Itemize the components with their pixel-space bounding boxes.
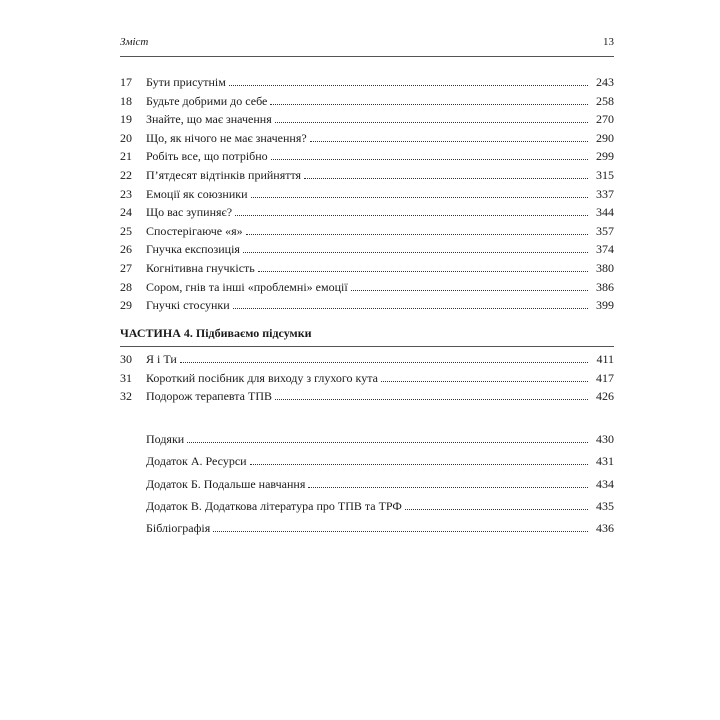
part-heading: ЧАСТИНА 4. Підбиваємо підсумки bbox=[120, 326, 312, 340]
header-rule bbox=[120, 56, 614, 57]
entry-page-number: 426 bbox=[596, 389, 614, 404]
toc-entry bbox=[120, 185, 614, 204]
toc-entry bbox=[120, 278, 614, 297]
dot-leader bbox=[270, 104, 588, 105]
entry-page-number: 290 bbox=[596, 130, 614, 145]
toc-entry bbox=[146, 475, 614, 497]
toc-entry bbox=[120, 240, 614, 259]
dot-leader bbox=[187, 442, 588, 443]
toc-entry bbox=[120, 147, 614, 166]
chapter-number: 24 bbox=[120, 205, 132, 220]
dot-leader bbox=[233, 308, 588, 309]
entry-title: Я і Ти bbox=[146, 352, 177, 366]
entry-title: Гнучкі стосунки bbox=[146, 298, 230, 313]
toc-entry bbox=[120, 387, 614, 406]
chapter-number: 32 bbox=[120, 389, 132, 404]
entry-title: Подяки bbox=[146, 432, 185, 446]
dot-leader bbox=[275, 122, 588, 123]
chapter-number: 27 bbox=[120, 260, 132, 275]
toc-entry bbox=[120, 92, 614, 111]
chapter-number: 22 bbox=[120, 167, 132, 182]
chapter-list bbox=[120, 73, 614, 315]
toc-entry bbox=[146, 430, 614, 452]
dot-leader bbox=[229, 85, 588, 86]
chapter-number: 30 bbox=[120, 352, 132, 366]
entry-page-number: 386 bbox=[596, 279, 614, 294]
entry-page-number: 374 bbox=[596, 242, 614, 257]
entry-title: Подорож терапевта ТПВ bbox=[146, 389, 272, 404]
toc-entry bbox=[120, 166, 614, 185]
entry-page-number: 258 bbox=[596, 93, 614, 108]
dot-leader bbox=[308, 487, 588, 488]
chapter-number: 18 bbox=[120, 93, 132, 108]
entry-title: Емоції як союзники bbox=[146, 186, 248, 201]
dot-leader bbox=[275, 399, 588, 400]
chapter-number: 28 bbox=[120, 279, 132, 294]
toc-entry bbox=[146, 452, 614, 474]
toc-entry bbox=[120, 203, 614, 222]
chapter-number: 29 bbox=[120, 298, 132, 313]
part4-chapter-list bbox=[120, 350, 614, 406]
entry-page-number: 380 bbox=[596, 260, 614, 275]
entry-page-number: 299 bbox=[596, 149, 614, 164]
entry-page-number: 436 bbox=[596, 521, 614, 536]
dot-leader bbox=[258, 271, 588, 272]
entry-page-number: 430 bbox=[596, 432, 614, 446]
dot-leader bbox=[351, 290, 588, 291]
dot-leader bbox=[180, 362, 588, 363]
entry-title: Додаток А. Ресурси bbox=[146, 454, 247, 469]
entry-page-number: 337 bbox=[596, 186, 614, 201]
toc-entry bbox=[146, 519, 614, 541]
toc-entry bbox=[120, 73, 614, 92]
entry-title: Будьте добрими до себе bbox=[146, 93, 268, 108]
entry-page-number: 435 bbox=[596, 498, 614, 513]
dot-leader bbox=[304, 178, 588, 179]
entry-title: Когнітивна гнучкість bbox=[146, 260, 255, 275]
toc-entry bbox=[120, 369, 614, 388]
chapter-number: 17 bbox=[120, 75, 132, 89]
dot-leader bbox=[235, 215, 588, 216]
toc-entry bbox=[146, 497, 614, 519]
running-header bbox=[120, 36, 614, 52]
toc-entry bbox=[120, 129, 614, 148]
dot-leader bbox=[310, 141, 588, 142]
chapter-number: 21 bbox=[120, 149, 132, 164]
dot-leader bbox=[243, 252, 588, 253]
entry-page-number: 315 bbox=[596, 167, 614, 182]
toc-entry bbox=[120, 259, 614, 278]
chapter-number: 20 bbox=[120, 130, 132, 145]
entry-title: Сором, гнів та інші «проблемні» емоції bbox=[146, 279, 348, 294]
chapter-number: 23 bbox=[120, 186, 132, 201]
entry-page-number: 399 bbox=[596, 298, 614, 313]
toc-entry bbox=[120, 222, 614, 241]
entry-title: Робіть все, що потрібно bbox=[146, 149, 268, 164]
entry-title: Що, як нічого не має значення? bbox=[146, 130, 307, 145]
chapter-number: 19 bbox=[120, 112, 132, 127]
entry-title: Спостерігаюче «я» bbox=[146, 223, 243, 238]
entry-page-number: 344 bbox=[596, 205, 614, 220]
chapter-number: 26 bbox=[120, 242, 132, 257]
entry-page-number: 411 bbox=[596, 352, 614, 366]
toc-entry bbox=[120, 350, 614, 369]
entry-page-number: 431 bbox=[596, 454, 614, 469]
entry-page-number: 434 bbox=[596, 476, 614, 491]
header-title: Зміст bbox=[120, 36, 149, 48]
entry-title: Бути присутнім bbox=[146, 75, 226, 89]
part-rule bbox=[120, 346, 614, 347]
dot-leader bbox=[271, 159, 588, 160]
dot-leader bbox=[381, 381, 588, 382]
entry-title: Що вас зупиняє? bbox=[146, 205, 233, 220]
entry-title: Додаток В. Додаткова література про ТПВ та ТРФ bbox=[146, 498, 402, 513]
entry-page-number: 243 bbox=[596, 75, 614, 89]
entry-title: Знайте, що має значення bbox=[146, 112, 272, 127]
toc-entry bbox=[120, 110, 614, 129]
dot-leader bbox=[250, 464, 588, 465]
entry-title: Бібліографія bbox=[146, 521, 211, 536]
chapter-number: 25 bbox=[120, 223, 132, 238]
entry-title: Короткий посібник для виходу з глухого кута bbox=[146, 370, 378, 385]
dot-leader bbox=[246, 234, 588, 235]
toc-entry bbox=[120, 296, 614, 315]
entry-page-number: 270 bbox=[596, 112, 614, 127]
dot-leader bbox=[405, 509, 588, 510]
entry-title: Додаток Б. Подальше навчання bbox=[146, 476, 306, 491]
entry-title: Гнучка експозиція bbox=[146, 242, 240, 257]
dot-leader bbox=[251, 197, 589, 198]
entry-title: П’ятдесят відтінків прийняття bbox=[146, 167, 302, 182]
back-matter-list bbox=[146, 430, 614, 541]
header-page-number: 13 bbox=[603, 36, 614, 48]
dot-leader bbox=[213, 531, 588, 532]
entry-page-number: 357 bbox=[596, 223, 614, 238]
entry-page-number: 417 bbox=[596, 370, 614, 385]
chapter-number: 31 bbox=[120, 370, 132, 385]
